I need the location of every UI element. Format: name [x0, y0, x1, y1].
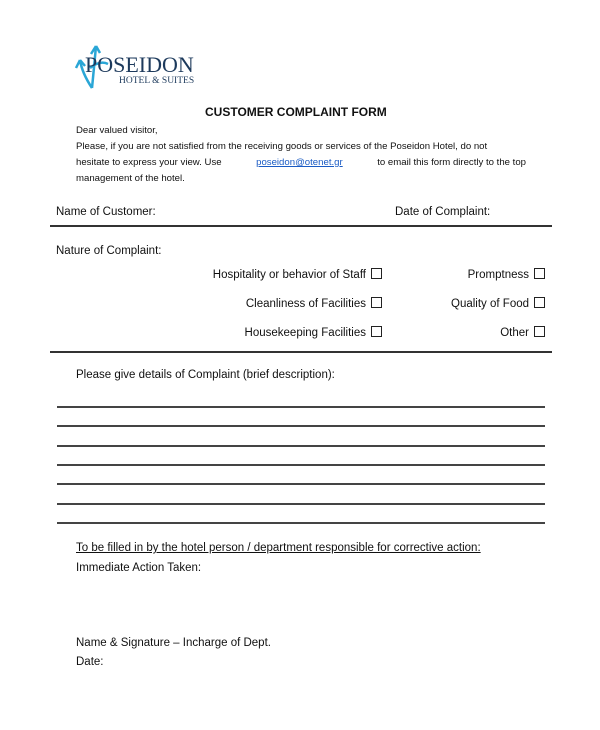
option-housekeeping[interactable] — [245, 326, 382, 339]
option-promptness[interactable] — [468, 268, 545, 281]
form-title: CUSTOMER COMPLAINT FORM — [205, 105, 387, 119]
option-label: Hospitality or behavior of Staff — [212, 269, 366, 281]
checkbox[interactable] — [534, 297, 545, 308]
option-label: Cleanliness of Facilities — [245, 298, 366, 310]
option-quality-of-food[interactable] — [451, 297, 545, 310]
divider — [50, 225, 552, 227]
checkbox[interactable] — [534, 268, 545, 279]
date-label: Date: — [76, 656, 104, 668]
signature-label: Name & Signature – Incharge of Dept. — [76, 637, 271, 649]
checkbox[interactable] — [371, 326, 382, 337]
option-hospitality[interactable] — [213, 268, 382, 281]
greeting: Dear valued visitor, — [76, 125, 158, 136]
details-line[interactable] — [57, 406, 545, 408]
details-line[interactable] — [57, 483, 545, 485]
logo-subtitle: HOTEL & SUITES — [119, 76, 195, 86]
details-line[interactable] — [57, 503, 545, 505]
intro-text: to email this form directly to the top — [377, 157, 526, 168]
complaint-date-label: Date of Complaint: — [395, 206, 491, 218]
details-label: Please give details of Complaint (brief description): — [76, 369, 335, 381]
option-label: Other — [500, 327, 529, 339]
details-line[interactable] — [57, 464, 545, 466]
option-other[interactable] — [500, 326, 545, 339]
checkbox[interactable] — [371, 268, 382, 279]
logo-name: POSEIDON — [85, 52, 194, 77]
option-label: Housekeeping Facilities — [244, 327, 366, 339]
nature-label: Nature of Complaint: — [56, 245, 162, 257]
option-label: Quality of Food — [451, 298, 529, 310]
intro-text: hesitate to express your view. Use — [76, 157, 222, 168]
option-cleanliness[interactable] — [246, 297, 382, 310]
checkbox[interactable] — [371, 297, 382, 308]
details-line[interactable] — [57, 445, 545, 447]
action-taken-label: Immediate Action Taken: — [76, 562, 202, 574]
poseidon-logo — [72, 38, 202, 90]
intro-line-3: management of the hotel. — [76, 173, 185, 184]
intro-line-2 — [76, 157, 526, 168]
option-label: Promptness — [467, 269, 529, 281]
details-line[interactable] — [57, 522, 545, 524]
divider — [50, 351, 552, 353]
details-line[interactable] — [57, 425, 545, 427]
customer-name-label: Name of Customer: — [56, 206, 156, 218]
email-link[interactable]: poseidon@otenet.gr — [256, 157, 343, 168]
hotel-section-heading: To be filled in by the hotel person / department responsible for corrective action: — [76, 542, 481, 554]
intro-line-1: Please, if you are not satisfied from the receiving goods or services of the Poseidon Hotel, do not — [76, 141, 488, 152]
checkbox[interactable] — [534, 326, 545, 337]
